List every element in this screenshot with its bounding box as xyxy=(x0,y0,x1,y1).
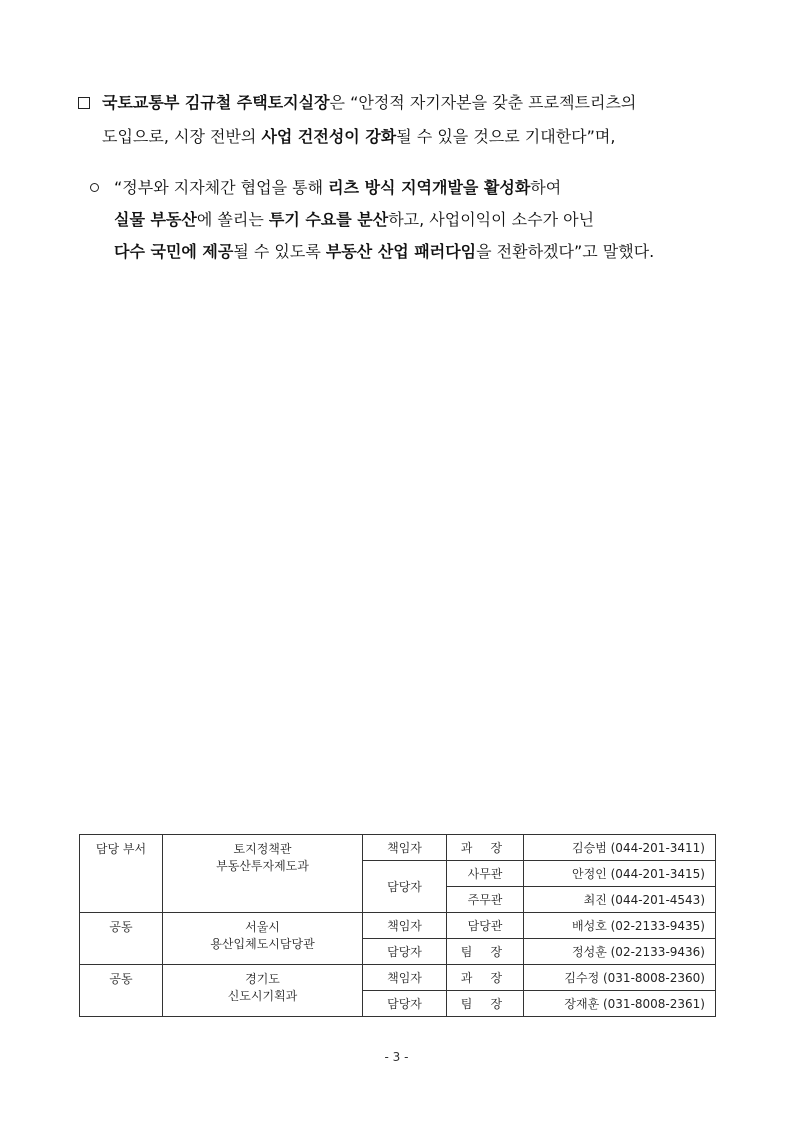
org-line: 신도시기획과 xyxy=(227,989,298,1003)
org-cell xyxy=(163,965,363,1017)
contact-table xyxy=(79,834,716,1017)
role-cell: 담당자 xyxy=(363,939,447,965)
circle-bullet-icon xyxy=(90,171,99,204)
org-cell xyxy=(163,835,363,913)
org-line: 부동산투자제도과 xyxy=(216,859,309,873)
text-segment: 하고, 사업이익이 소수가 아닌 xyxy=(388,210,595,229)
table-row xyxy=(80,965,716,991)
emphasis-text: 리츠 방식 지역개발을 활성화 xyxy=(328,178,531,197)
emphasis-text: 사업 건전성이 강화 xyxy=(261,127,397,146)
emphasis-text: 실물 부동산 xyxy=(114,210,197,229)
contact-cell: 정성훈 (02-2133-9436) xyxy=(524,939,716,965)
role-cell: 책임자 xyxy=(363,835,447,861)
contact-cell: 김수정 (031-8008-2360) xyxy=(524,965,716,991)
org-line: 서울시 xyxy=(245,920,280,934)
contact-cell: 장재훈 (031-8008-2361) xyxy=(524,991,716,1017)
emphasis-text: 부동산 산업 패러다임 xyxy=(325,242,477,261)
title-cell: 주무관 xyxy=(447,887,524,913)
org-line: 경기도 xyxy=(245,972,280,986)
role-cell: 책임자 xyxy=(363,913,447,939)
page-number: - 3 - xyxy=(384,1050,409,1064)
role-cell: 담당자 xyxy=(363,861,447,913)
table-row xyxy=(80,913,716,939)
role-cell: 담당자 xyxy=(363,991,447,1017)
paragraph-1-line-1 xyxy=(102,86,636,119)
quote-start: 은 “안정적 자기자본을 갖춘 프로젝트리츠의 xyxy=(329,93,637,112)
dept-label-cell: 공동 xyxy=(80,965,163,1017)
text-segment: 에 쏠리는 xyxy=(196,210,269,229)
square-bullet-icon xyxy=(78,86,90,119)
title-cell: 과 장 xyxy=(447,835,524,861)
org-line: 토지정책관 xyxy=(233,842,292,856)
emphasis-text: 다수 국민에 제공 xyxy=(114,242,234,261)
org-line: 용산입체도시담당관 xyxy=(210,937,315,951)
paragraph-2-line-3 xyxy=(114,235,654,268)
title-cell: 담당관 xyxy=(447,913,524,939)
contact-cell: 최진 (044-201-4543) xyxy=(524,887,716,913)
role-cell: 책임자 xyxy=(363,965,447,991)
text-segment: “정부와 지자체간 협업을 통해 xyxy=(114,178,329,197)
contact-cell: 김승범 (044-201-3411) xyxy=(524,835,716,861)
org-cell xyxy=(163,913,363,965)
text-segment: 하여 xyxy=(530,178,562,197)
table-row xyxy=(80,835,716,861)
text-segment: 도입으로, 시장 전반의 xyxy=(102,127,262,146)
emphasis-text: 투기 수요를 분산 xyxy=(268,210,389,229)
paragraph-2-line-1 xyxy=(114,171,561,204)
speaker-name: 국토교통부 김규철 주택토지실장 xyxy=(102,93,330,112)
dept-label-cell: 담당 부서 xyxy=(80,835,163,913)
paragraph-1-line-2 xyxy=(102,120,615,153)
title-cell: 팀 장 xyxy=(447,939,524,965)
title-cell: 사무관 xyxy=(447,861,524,887)
contact-cell: 배성호 (02-2133-9435) xyxy=(524,913,716,939)
text-segment: 을 전환하겠다”고 말했다. xyxy=(476,242,655,261)
dept-label-cell: 공동 xyxy=(80,913,163,965)
title-cell: 과 장 xyxy=(447,965,524,991)
contact-cell: 안정인 (044-201-3415) xyxy=(524,861,716,887)
paragraph-2-line-2 xyxy=(114,203,594,236)
text-segment: 될 수 있도록 xyxy=(233,242,326,261)
text-segment: 될 수 있을 것으로 기대한다”며, xyxy=(396,127,616,146)
title-cell: 팀 장 xyxy=(447,991,524,1017)
